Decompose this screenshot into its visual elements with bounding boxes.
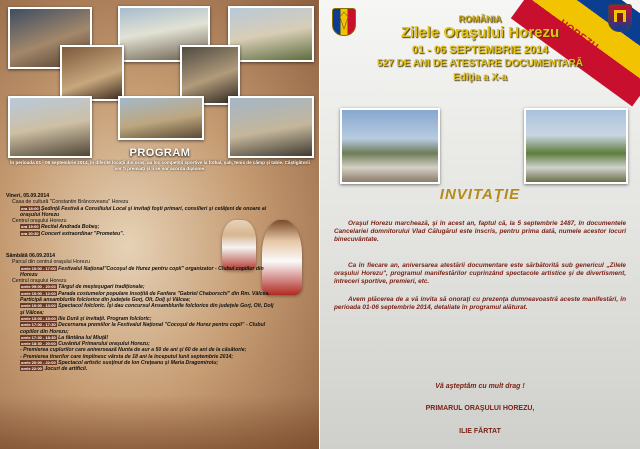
- event-title: Zilele Oraşului Horezu: [400, 24, 560, 41]
- photo-parade-street: [228, 6, 314, 62]
- event-item: orele 09:00 - 20:00 Târgul de meşteşugari tradiţionale;: [21, 284, 145, 291]
- event-item: orele 18:30 - 20:00 Cuvântul Primarului oraşului Horezu;: [21, 341, 150, 348]
- event-item: ora 20:30 Concert extraordinar "Prometeu".: [21, 230, 125, 237]
- country-label: ROMÂNIA: [458, 14, 502, 24]
- venue-name: Casa de cultură "Constantin Brâncoveanu" Horezu: [12, 199, 129, 206]
- event-item: ora 19:00 Recital Andrada Bobeş;: [21, 224, 100, 231]
- event-item: orele 10:00 - 12:00 Parada costumelor populare însoţită de Fanfara "Gabriel Chaborschi" din Rm. Vâlcea. Participă ansamblurile folclorice din judeţele Gorj, Olt, Dolj şi Vâlcea;: [20, 290, 270, 304]
- program-intro: În perioada 01 - 06 septembrie 2014, în diferite locaţii din oraş, au loc competiţii sportive la fotbal, şah, tenis de câmp şi table. Câştigătorii vor fi premiaţi şi li se vor acorda diplome.: [10, 160, 310, 171]
- event-item: orele 20:00 - 22:00 Spectacol artistic susţinut de Ion Creţeanu şi Maria Dragomiroiu;: [21, 360, 219, 367]
- invitation-paragraph: Oraşul Horezu marchează, şi în acest an, faptul că, la 5 septembrie 1487, în documentele Cancelariei domnitorului Vlad Călugărul este înscris, pentru prima dată, numele acestor locuri binecuvântate.: [334, 220, 626, 243]
- stripe-label: HOREZU: [557, 17, 601, 54]
- program-title: PROGRAM: [129, 147, 191, 159]
- event-item: orele 17:30 - 18:30 La fântâna lui Miuţă!: [21, 334, 109, 341]
- invitation-paragraph: Ca în fiecare an, aniversarea atestării documentare este sărbătorită sub genericul „Zilele oraşului Horezu", programul manifestărilor cuprinzând spectacole artistice şi de divertisment, întreceri sportive, premieri, etc.: [334, 262, 626, 285]
- event-item: orele 10:00 - 13:00 Spectacol folcloric. Îşi dau concursul Ansamblurile folclorice din judeţele Gorj, Olt, Dolj şi Vâlcea;: [20, 303, 274, 316]
- program-day-2: [6, 253, 276, 373]
- event-item: orele 22:00 Jocuri de artificii.: [21, 366, 88, 373]
- signer-name: ILIE FĂRTAT: [459, 428, 501, 435]
- event-edition: Ediţia a X-a: [453, 72, 507, 83]
- event-item: - Premierea tinerilor care împlinesc vârsta de 18 ani la începutul lunii septembrie 2014;: [20, 353, 234, 360]
- event-item: orele 17:00 - 17:30 Decernarea premiilor la Festivalul Naţional "Cocoşul de Hurez pentru copii" - Clubul copiilor din Horezu;: [20, 322, 266, 335]
- venue-name: Parcul din centrul oraşului Horezu: [12, 259, 90, 266]
- photo-monastery-view: [524, 108, 628, 184]
- event-years: 527 DE ANI DE ATESTARE DOCUMENTARĂ: [377, 58, 583, 69]
- event-item: orele 13:00 - 15:00 Ilie Dură şi invitaţii. Program folcloric;: [21, 315, 152, 322]
- day-date: Vineri, 05.09.2014: [6, 193, 50, 199]
- photo-town-panorama: [340, 108, 440, 184]
- invitation-heading: INVITAŢIE: [439, 186, 521, 203]
- pottery-decoration: [0, 395, 320, 449]
- event-dates: 01 - 06 SEPTEMBRIE 2014: [411, 44, 549, 56]
- venue-name: Centrul oraşului Horezu: [12, 278, 67, 285]
- venue-name: Centrul oraşului Horezu: [12, 218, 67, 225]
- photo-crowd-center: [118, 96, 204, 140]
- photo-costumed-group: [60, 45, 124, 101]
- closing-line: Vă aşteptăm cu mult drag !: [435, 383, 525, 390]
- event-item: orele 10:00 - 17:00 Festivalul Naţional"Cocoşul de Hurez pentru copii" organizator - Clubul copiilor din Horezu: [20, 265, 264, 278]
- signer-title: PRIMARUL ORAŞULUI HOREZU,: [425, 405, 535, 412]
- invitation-paragraph: Avem plăcerea de a vă invita să onoraţi cu prezenţa dumneavoastră aceste manifestări, în perioada 01-06 septembrie 2014, detaliate în programul alăturat.: [334, 296, 626, 311]
- day-date: Sâmbătă 06.09.2014: [6, 253, 56, 259]
- event-item: - Premierea cuplurilor care aniversează Nunta de aur a 50 de ani şi 60 de ani de la căsătorie;: [20, 347, 247, 354]
- event-item: ora 18:00 Şedinţă Festivă a Consiliului Local şi invitaţi foşti primari, consilieri şi cetăţeni de onoare ai oraşului Horezu: [20, 205, 267, 218]
